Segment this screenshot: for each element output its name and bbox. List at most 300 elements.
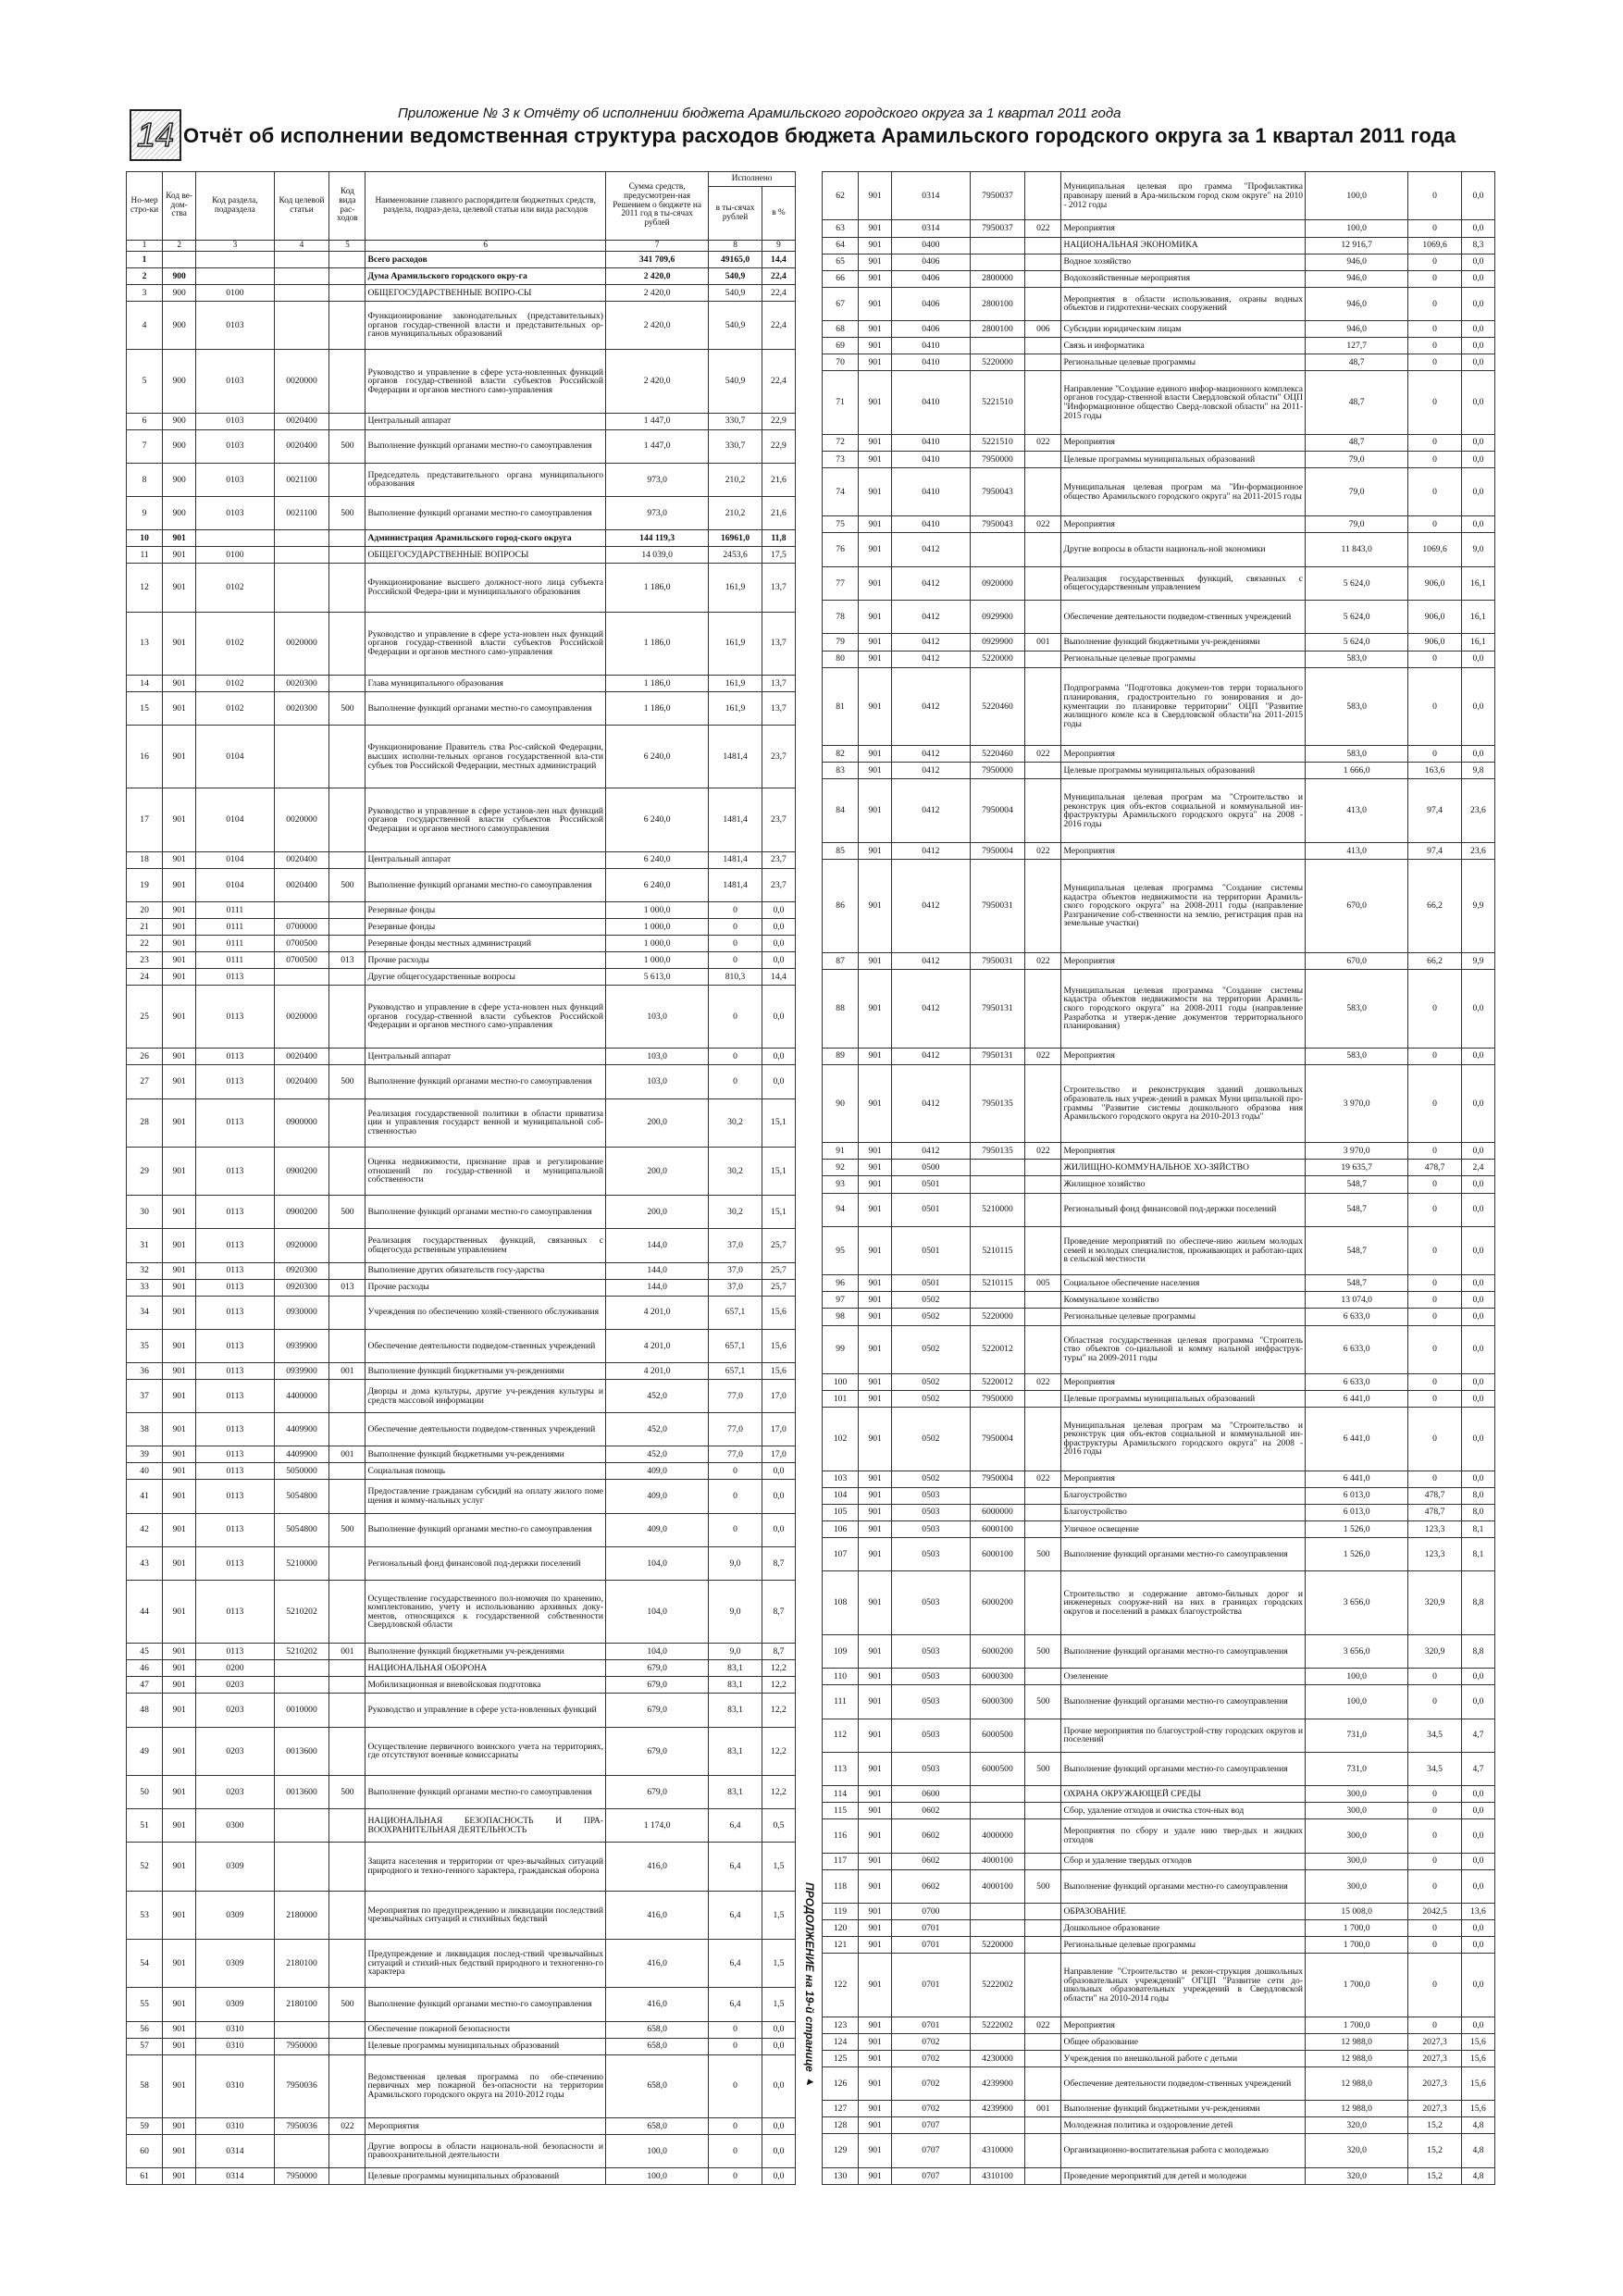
- dept-code-cell: 901: [859, 451, 892, 467]
- planned-amount-cell: 6 633,0: [1306, 1373, 1408, 1390]
- dept-code-cell: 901: [859, 338, 892, 354]
- row-number-cell: 45: [127, 1644, 163, 1660]
- expense-code-cell: [329, 1727, 365, 1775]
- item-name-cell: Выполнение других обязательств госу-дарства: [365, 1262, 606, 1279]
- row-number-cell: 16: [127, 726, 163, 788]
- expense-code-cell: 022: [1025, 2017, 1061, 2033]
- row-number-cell: 26: [127, 1049, 163, 1065]
- row-number-cell: 126: [823, 2067, 859, 2101]
- planned-amount-cell: 548,7: [1306, 1176, 1408, 1193]
- section-code-cell: 0113: [196, 1413, 274, 1446]
- table-row: [823, 2101, 1495, 2117]
- executed-percent-cell: 0,5: [762, 1809, 795, 1843]
- executed-amount-cell: 0: [1408, 1143, 1462, 1160]
- planned-amount-cell: 1 000,0: [606, 919, 709, 936]
- table-row: [127, 1262, 796, 1279]
- executed-percent-cell: 11,8: [762, 530, 795, 547]
- item-name-cell: Резервные фонды: [365, 919, 606, 936]
- target-code-cell: 0920000: [970, 566, 1025, 600]
- executed-percent-cell: 9,8: [1461, 763, 1494, 779]
- target-code-cell: [274, 2134, 329, 2167]
- dept-code-cell: 901: [163, 1581, 196, 1644]
- section-code-cell: 0111: [196, 902, 274, 919]
- row-number-cell: 87: [823, 952, 859, 969]
- executed-percent-cell: 25,7: [762, 1279, 795, 1296]
- dept-code-cell: 901: [859, 1786, 892, 1803]
- executed-percent-cell: 15,1: [762, 1196, 795, 1229]
- item-name-cell: Выполнение функций органами местно-го самоуправления: [1061, 1634, 1306, 1668]
- planned-amount-cell: 12 916,7: [1306, 237, 1408, 254]
- executed-percent-cell: 9,9: [1461, 952, 1494, 969]
- dept-code-cell: 901: [163, 1196, 196, 1229]
- row-number-cell: 70: [823, 354, 859, 371]
- expense-code-cell: [1025, 2134, 1061, 2167]
- executed-percent-cell: 8,7: [762, 1581, 795, 1644]
- planned-amount-cell: 1 000,0: [606, 951, 709, 968]
- row-number-cell: 11: [127, 547, 163, 564]
- target-code-cell: 0020400: [274, 429, 329, 463]
- table-row: [127, 1098, 796, 1147]
- executed-amount-cell: 163,6: [1408, 763, 1462, 779]
- item-name-cell: Целевые программы муниципальных образований: [1061, 763, 1306, 779]
- dept-code-cell: 901: [163, 675, 196, 691]
- right-budget-table: [822, 171, 1495, 2185]
- executed-percent-cell: 15,6: [762, 1363, 795, 1380]
- target-code-cell: 7950004: [970, 1471, 1025, 1487]
- item-name-cell: Руководство и управление в сфере установ-лен ных функций органов государственной власти субъектов Российской Федерации и органов местного самоуправления: [365, 788, 606, 851]
- section-code-cell: 0412: [892, 969, 970, 1048]
- section-code-cell: [196, 530, 274, 547]
- dept-code-cell: 901: [163, 968, 196, 985]
- planned-amount-cell: 452,0: [606, 1413, 709, 1446]
- target-code-cell: [274, 968, 329, 985]
- dept-code-cell: 901: [859, 1309, 892, 1325]
- executed-percent-cell: 0,0: [1461, 1373, 1494, 1390]
- row-number-cell: 34: [127, 1296, 163, 1329]
- table-row: [127, 284, 796, 301]
- executed-amount-cell: 0: [1408, 1408, 1462, 1471]
- executed-amount-cell: 0: [1408, 1685, 1462, 1719]
- section-code-cell: 0203: [196, 1727, 274, 1775]
- dept-code-cell: 901: [859, 1176, 892, 1193]
- table-row: [823, 1669, 1495, 1685]
- executed-amount-cell: 0: [1408, 451, 1462, 467]
- executed-amount-cell: 30,2: [709, 1098, 762, 1147]
- executed-percent-cell: 0,0: [762, 2117, 795, 2134]
- table-row: [127, 463, 796, 496]
- table-row: [823, 1373, 1495, 1390]
- section-code-cell: 0503: [892, 1537, 970, 1570]
- executed-amount-cell: 123,3: [1408, 1537, 1462, 1570]
- item-name-cell: Учреждения по внешкольной работе с детьми: [1061, 2050, 1306, 2066]
- item-name-cell: Муниципальная целевая про грамма "Профилактика правонару шений в Ара-мильском город ском округе" на 2010 - 2012 годы: [1061, 172, 1306, 220]
- item-name-cell: Мероприятия: [1061, 220, 1306, 237]
- table-row: [823, 1309, 1495, 1325]
- executed-amount-cell: 0: [1408, 667, 1462, 746]
- executed-amount-cell: 1481,4: [709, 868, 762, 901]
- target-code-cell: 0020400: [274, 1065, 329, 1098]
- row-number-cell: 61: [127, 2168, 163, 2185]
- table-row: [823, 1325, 1495, 1373]
- planned-amount-cell: 413,0: [1306, 779, 1408, 843]
- planned-amount-cell: 144 119,3: [606, 530, 709, 547]
- executed-percent-cell: 16,1: [1461, 601, 1494, 634]
- row-number-cell: 89: [823, 1048, 859, 1064]
- table-row: [823, 1752, 1495, 1785]
- executed-amount-cell: 97,4: [1408, 842, 1462, 859]
- table-row: [127, 935, 796, 951]
- executed-amount-cell: 330,7: [709, 429, 762, 463]
- executed-percent-cell: 0,0: [1461, 354, 1494, 371]
- executed-percent-cell: 13,7: [762, 691, 795, 725]
- executed-percent-cell: 0,0: [1461, 1226, 1494, 1274]
- item-name-cell: Обеспечение деятельности подведом-ственных учреждений: [365, 1413, 606, 1446]
- expense-code-cell: [329, 1677, 365, 1694]
- row-number-cell: 102: [823, 1408, 859, 1471]
- dept-code-cell: 901: [859, 1537, 892, 1570]
- section-code-cell: 0103: [196, 497, 274, 530]
- executed-percent-cell: 0,0: [1461, 220, 1494, 237]
- row-number-cell: 15: [127, 691, 163, 725]
- item-name-cell: Целевые программы муниципальных образований: [1061, 1391, 1306, 1408]
- dept-code-cell: 901: [163, 1660, 196, 1677]
- section-code-cell: 0406: [892, 254, 970, 270]
- table-row: [127, 1065, 796, 1098]
- planned-amount-cell: 48,7: [1306, 371, 1408, 435]
- item-name-cell: Муниципальная целевая програм ма "Строительство и реконструк ция объ-ектов социальной и коммунальной ин-фраструктуры Арамильского городского округа" на 2008 - 2016 годы: [1061, 779, 1306, 843]
- planned-amount-cell: 1 186,0: [606, 691, 709, 725]
- item-name-cell: Осуществление государственного пол-номочия по хранению, комплектованию, учету и использованию архивных доку-ментов, относящихся к государственной собственности Свердловской области: [365, 1581, 606, 1644]
- item-name-cell: Целевые программы муниципальных образований: [1061, 451, 1306, 467]
- planned-amount-cell: 1 526,0: [1306, 1537, 1408, 1570]
- table-row: [823, 2134, 1495, 2167]
- planned-amount-cell: 6 013,0: [1306, 1504, 1408, 1520]
- expense-code-cell: [1025, 287, 1061, 320]
- expense-code-cell: [1025, 1504, 1061, 1520]
- executed-percent-cell: 0,0: [762, 2168, 795, 2185]
- item-name-cell: Направление "Создание единого инфор-мационного комплекса органов государ-ственной власти Свердловской области" ОЦП "Информационное общество Сверд-ловской области" на 2011-2015 годы: [1061, 371, 1306, 435]
- target-code-cell: 0021100: [274, 463, 329, 496]
- dept-code-cell: 901: [859, 1275, 892, 1292]
- planned-amount-cell: 320,0: [1306, 2167, 1408, 2184]
- expense-code-cell: 022: [1025, 746, 1061, 763]
- expense-code-cell: [329, 1463, 365, 1480]
- table-row: [823, 2033, 1495, 2050]
- target-code-cell: 5221510: [970, 434, 1025, 451]
- item-name-cell: Мероприятия: [1061, 516, 1306, 533]
- row-number-cell: 2: [127, 267, 163, 284]
- target-code-cell: 2180000: [274, 1891, 329, 1939]
- section-code-cell: 0309: [196, 1940, 274, 1988]
- executed-amount-cell: 0: [709, 2021, 762, 2038]
- expense-code-cell: [1025, 1391, 1061, 1408]
- expense-code-cell: [1025, 467, 1061, 515]
- executed-amount-cell: 0: [1408, 172, 1462, 220]
- executed-percent-cell: 0,0: [762, 902, 795, 919]
- table-row: [127, 1379, 796, 1412]
- expense-code-cell: [329, 413, 365, 429]
- target-code-cell: 5210202: [274, 1581, 329, 1644]
- dept-code-cell: 901: [163, 1940, 196, 1988]
- executed-percent-cell: 0,0: [1461, 1064, 1494, 1143]
- table-row: [127, 985, 796, 1048]
- section-code-cell: 0702: [892, 2033, 970, 2050]
- planned-amount-cell: 320,0: [1306, 2117, 1408, 2134]
- executed-amount-cell: 0: [709, 1513, 762, 1546]
- planned-amount-cell: 731,0: [1306, 1752, 1408, 1785]
- row-number-cell: 48: [127, 1694, 163, 1727]
- row-number-cell: 116: [823, 1819, 859, 1853]
- dept-code-cell: 901: [163, 1513, 196, 1546]
- planned-amount-cell: 104,0: [606, 1546, 709, 1580]
- executed-percent-cell: 0,0: [1461, 1193, 1494, 1226]
- row-number-cell: 25: [127, 985, 163, 1048]
- target-code-cell: [970, 1487, 1025, 1504]
- dept-code-cell: 901: [859, 270, 892, 287]
- table-row: [823, 1275, 1495, 1292]
- dept-code-cell: 901: [163, 1413, 196, 1446]
- table-row: [127, 2134, 796, 2167]
- expense-code-cell: [329, 902, 365, 919]
- planned-amount-cell: 200,0: [606, 1147, 709, 1195]
- executed-amount-cell: 540,9: [709, 350, 762, 413]
- dept-code-cell: 901: [163, 1463, 196, 1480]
- section-code-cell: 0410: [892, 467, 970, 515]
- target-code-cell: 7950000: [970, 763, 1025, 779]
- dept-code-cell: 901: [163, 2038, 196, 2054]
- executed-percent-cell: 4,8: [1461, 2167, 1494, 2184]
- item-name-cell: Центральный аппарат: [365, 413, 606, 429]
- executed-amount-cell: 6,4: [709, 1843, 762, 1891]
- planned-amount-cell: 15 008,0: [1306, 1904, 1408, 1920]
- executed-percent-cell: 0,0: [1461, 651, 1494, 667]
- dept-code-cell: 901: [163, 726, 196, 788]
- executed-percent-cell: 2,4: [1461, 1160, 1494, 1176]
- expense-code-cell: [329, 985, 365, 1048]
- dept-code-cell: 901: [163, 1446, 196, 1463]
- planned-amount-cell: 658,0: [606, 2038, 709, 2054]
- target-code-cell: 4000000: [970, 1819, 1025, 1853]
- executed-percent-cell: 16,1: [1461, 634, 1494, 651]
- row-number-cell: 114: [823, 1786, 859, 1803]
- col-number: 6: [365, 241, 606, 252]
- executed-percent-cell: 13,6: [1461, 1904, 1494, 1920]
- planned-amount-cell: 300,0: [1306, 1869, 1408, 1903]
- executed-amount-cell: 0: [1408, 287, 1462, 320]
- expense-code-cell: [1025, 860, 1061, 953]
- executed-amount-cell: 49165,0: [709, 252, 762, 268]
- expense-code-cell: [1025, 969, 1061, 1048]
- table-row: [127, 1891, 796, 1939]
- row-number-cell: 9: [127, 497, 163, 530]
- dept-code-cell: 901: [859, 1819, 892, 1853]
- dept-code-cell: 901: [163, 1049, 196, 1065]
- section-code-cell: 0412: [892, 1143, 970, 1160]
- section-code-cell: 0503: [892, 1487, 970, 1504]
- planned-amount-cell: 679,0: [606, 1694, 709, 1727]
- row-number-cell: 62: [823, 172, 859, 220]
- executed-amount-cell: 657,1: [709, 1329, 762, 1362]
- dept-code-cell: 901: [163, 530, 196, 547]
- executed-amount-cell: 6,4: [709, 1940, 762, 1988]
- row-number-cell: 23: [127, 951, 163, 968]
- target-code-cell: [970, 2033, 1025, 2050]
- item-name-cell: Муниципальная целевая програм ма "Строительство и реконструк ция объ-ектов социальной и коммунальной ин-фраструктуры Арамильского городского округа" на 2008 - 2016 годы: [1061, 1408, 1306, 1471]
- item-name-cell: Муниципальная целевая программа "Создание системы кадастра объектов недвижимости на территории Арамиль-ского городского округа" на 2008-2011 годы (направление Разработка и утверж-дение документов территориального планирования): [1061, 969, 1306, 1048]
- row-number-cell: 82: [823, 746, 859, 763]
- row-number-cell: 50: [127, 1775, 163, 1808]
- table-row: [127, 1446, 796, 1463]
- executed-amount-cell: 0: [1408, 1176, 1462, 1193]
- planned-amount-cell: 548,7: [1306, 1275, 1408, 1292]
- target-code-cell: 7950000: [970, 1391, 1025, 1408]
- item-name-cell: НАЦИОНАЛЬНАЯ ОБОРОНА: [365, 1660, 606, 1677]
- section-code-cell: 0111: [196, 919, 274, 936]
- row-number-cell: 117: [823, 1853, 859, 1869]
- planned-amount-cell: 5 613,0: [606, 968, 709, 985]
- col-number: 8: [709, 241, 762, 252]
- item-name-cell: ОХРАНА ОКРУЖАЮЩЕЙ СРЕДЫ: [1061, 1786, 1306, 1803]
- executed-amount-cell: 0: [1408, 254, 1462, 270]
- planned-amount-cell: 583,0: [1306, 1048, 1408, 1064]
- dept-code-cell: 901: [163, 902, 196, 919]
- planned-amount-cell: 3 656,0: [1306, 1571, 1408, 1635]
- executed-amount-cell: 0: [1408, 1391, 1462, 1408]
- item-name-cell: Областная государственная целевая программа "Строитель ство объектов со-циальной и комму нальной инфраструк-туры" на 2009-2011 годы: [1061, 1325, 1306, 1373]
- executed-percent-cell: 0,0: [1461, 1143, 1494, 1160]
- expense-code-cell: [1025, 1193, 1061, 1226]
- expense-code-cell: [329, 301, 365, 349]
- planned-amount-cell: 13 074,0: [1306, 1292, 1408, 1309]
- executed-percent-cell: 0,0: [1461, 270, 1494, 287]
- section-code-cell: 0113: [196, 1296, 274, 1329]
- item-name-cell: Выполнение функций органами местно-го самоуправления: [365, 1775, 606, 1808]
- target-code-cell: 0929900: [970, 634, 1025, 651]
- executed-percent-cell: 0,0: [762, 2021, 795, 2038]
- table-row: [823, 601, 1495, 634]
- executed-percent-cell: 0,0: [762, 2038, 795, 2054]
- dept-code-cell: 901: [163, 2134, 196, 2167]
- item-name-cell: Функционирование законодательных (представительных) органов государ-ственной власти и представительных ор-ганов муниципальных образований: [365, 301, 606, 349]
- target-code-cell: 5222002: [970, 2017, 1025, 2033]
- table-row: [823, 516, 1495, 533]
- executed-percent-cell: 8,0: [1461, 1487, 1494, 1504]
- executed-percent-cell: 0,0: [1461, 1937, 1494, 1954]
- row-number-cell: 92: [823, 1160, 859, 1176]
- dept-code-cell: 901: [163, 1229, 196, 1262]
- item-name-cell: Региональные целевые программы: [1061, 1937, 1306, 1954]
- target-code-cell: 2180100: [274, 1988, 329, 2021]
- planned-amount-cell: 679,0: [606, 1775, 709, 1808]
- dept-code-cell: 901: [859, 321, 892, 338]
- expense-code-cell: [329, 463, 365, 496]
- executed-amount-cell: 0: [1408, 434, 1462, 451]
- dept-code-cell: 901: [859, 2050, 892, 2066]
- section-code-cell: 0502: [892, 1408, 970, 1471]
- dept-code-cell: 901: [163, 2054, 196, 2117]
- target-code-cell: 0900200: [274, 1196, 329, 1229]
- executed-amount-cell: 0: [709, 902, 762, 919]
- executed-amount-cell: 0: [1408, 1226, 1462, 1274]
- expense-code-cell: 022: [1025, 434, 1061, 451]
- planned-amount-cell: 452,0: [606, 1446, 709, 1463]
- executed-percent-cell: 15,6: [762, 1329, 795, 1362]
- item-name-cell: Организационно-воспитательная работа с молодежью: [1061, 2134, 1306, 2167]
- table-row: [823, 1904, 1495, 1920]
- executed-amount-cell: 0: [1408, 321, 1462, 338]
- target-code-cell: 0020000: [274, 350, 329, 413]
- item-name-cell: Учреждения по обеспечению хозяй-ственного обслуживания: [365, 1296, 606, 1329]
- executed-amount-cell: 9,0: [709, 1644, 762, 1660]
- dept-code-cell: 901: [163, 1329, 196, 1362]
- item-name-cell: ОБЩЕГОСУДАРСТВЕННЫЕ ВОПРОСЫ: [365, 547, 606, 564]
- executed-percent-cell: 16,1: [1461, 566, 1494, 600]
- dept-code-cell: 901: [859, 1292, 892, 1309]
- expense-code-cell: [1025, 1954, 1061, 2017]
- planned-amount-cell: 583,0: [1306, 667, 1408, 746]
- executed-percent-cell: 23,7: [762, 868, 795, 901]
- row-number-cell: 94: [823, 1193, 859, 1226]
- expense-code-cell: [1025, 1408, 1061, 1471]
- row-number-cell: 99: [823, 1325, 859, 1373]
- executed-percent-cell: 1,5: [762, 1891, 795, 1939]
- planned-amount-cell: 3 656,0: [1306, 1634, 1408, 1668]
- executed-percent-cell: 23,7: [762, 851, 795, 868]
- row-number-cell: 44: [127, 1581, 163, 1644]
- row-number-cell: 55: [127, 1988, 163, 2021]
- target-code-cell: 7950004: [970, 1408, 1025, 1471]
- planned-amount-cell: 79,0: [1306, 516, 1408, 533]
- item-name-cell: Связь и информатика: [1061, 338, 1306, 354]
- executed-percent-cell: 4,8: [1461, 2117, 1494, 2134]
- executed-amount-cell: 1069,6: [1408, 533, 1462, 566]
- expense-code-cell: [329, 1379, 365, 1412]
- section-code-cell: 0412: [892, 634, 970, 651]
- row-number-cell: 101: [823, 1391, 859, 1408]
- executed-amount-cell: 15,2: [1408, 2134, 1462, 2167]
- item-name-cell: Выполнение функций бюджетными уч-реждениями: [365, 1363, 606, 1380]
- expense-code-cell: [1025, 651, 1061, 667]
- planned-amount-cell: 200,0: [606, 1098, 709, 1147]
- executed-percent-cell: 15,6: [762, 1296, 795, 1329]
- target-code-cell: 7950036: [274, 2117, 329, 2134]
- table-row: [823, 667, 1495, 746]
- row-number-cell: 7: [127, 429, 163, 463]
- executed-percent-cell: 15,6: [1461, 2033, 1494, 2050]
- target-code-cell: 0020400: [274, 868, 329, 901]
- row-number-cell: 72: [823, 434, 859, 451]
- executed-amount-cell: 810,3: [709, 968, 762, 985]
- target-code-cell: [274, 1809, 329, 1843]
- table-row: [823, 1487, 1495, 1504]
- table-row: [127, 788, 796, 851]
- executed-amount-cell: 0: [1408, 1193, 1462, 1226]
- planned-amount-cell: 946,0: [1306, 321, 1408, 338]
- executed-percent-cell: 0,0: [1461, 451, 1494, 467]
- dept-code-cell: 901: [859, 1408, 892, 1471]
- table-row: [127, 1694, 796, 1727]
- row-number-cell: 96: [823, 1275, 859, 1292]
- executed-amount-cell: 0: [1408, 338, 1462, 354]
- row-number-cell: 1: [127, 252, 163, 268]
- item-name-cell: Строительство и содержание автомо-бильных дорог и инженерных сооруже-ний на них в границах городских округов и поселений в рамках благоустройства: [1061, 1571, 1306, 1635]
- section-code-cell: 0103: [196, 463, 274, 496]
- table-row: [127, 1463, 796, 1480]
- expense-code-cell: [329, 1581, 365, 1644]
- executed-percent-cell: 13,7: [762, 675, 795, 691]
- dept-code-cell: 901: [859, 1571, 892, 1635]
- dept-code-cell: 901: [163, 851, 196, 868]
